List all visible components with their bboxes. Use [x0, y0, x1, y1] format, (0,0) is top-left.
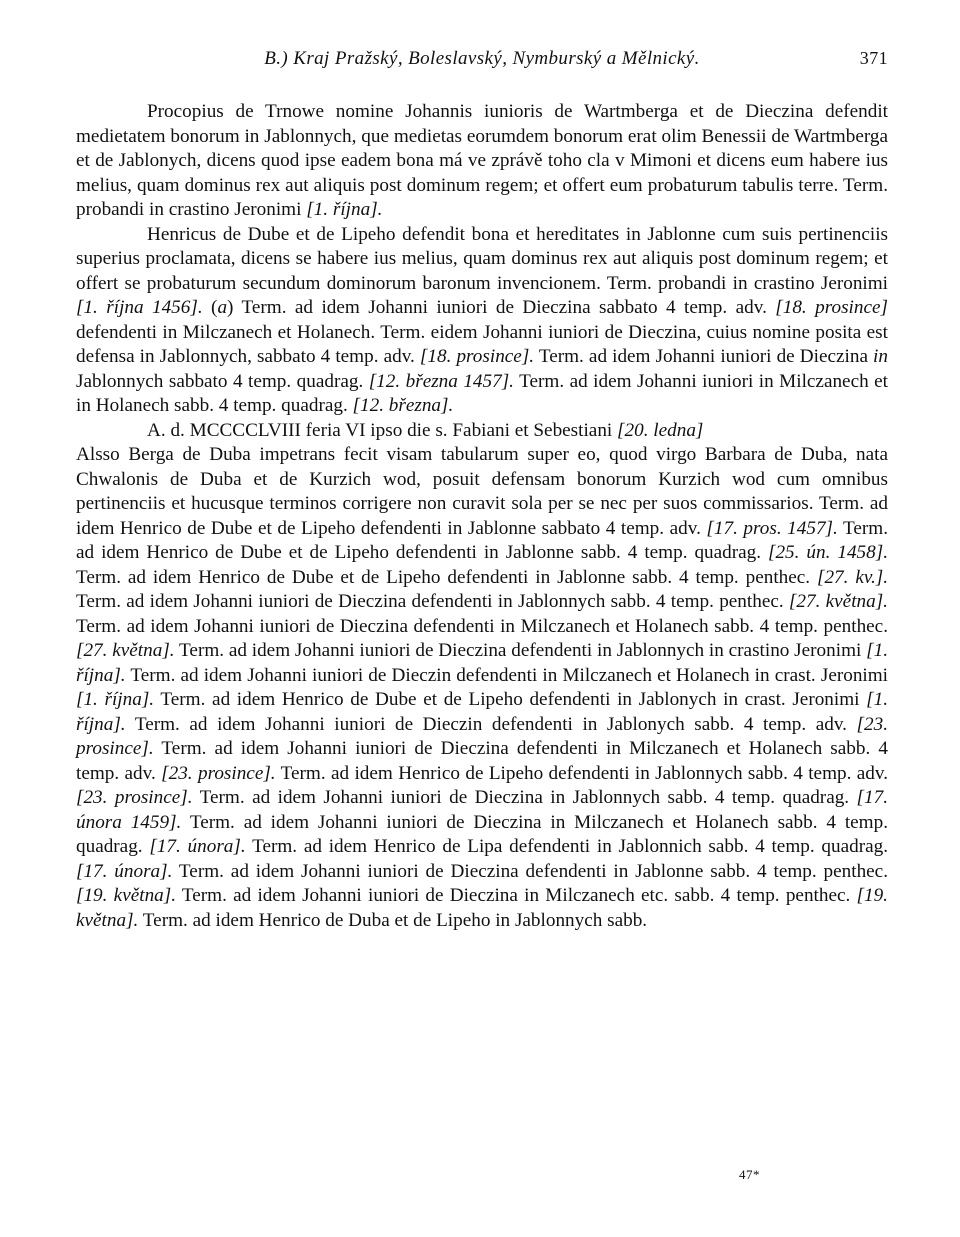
- text-segment: Term. ad idem Henrico de Dube et de Lipeho defendenti in Jablonne sabb. 4 temp. quadrag.: [76, 517, 888, 563]
- text-segment: Term. ad idem Johanni iuniori de Dieczina in Milczanech et Holanech sabb. 4 temp. quadrag.: [76, 811, 888, 857]
- italic-segment: [27. května].: [76, 640, 175, 661]
- text-segment: Term. ad idem Henrico de Lipeho defendenti in Jablonnych sabb. 4 temp. adv.: [275, 762, 888, 784]
- text-segment: Henricus de Dube et de Lipeho defendit bona et hereditates in Jablonne cum suis pertinenciis superius proclamata, dicens se habere ius melius, quam dominus rex aut aliquis post dominum regem; et offert se probaturum secundum dominorum baronum invencionem. Term. probandi in crastino Jeronimi: [76, 223, 888, 294]
- italic-segment: [18. prosince].: [419, 346, 535, 367]
- text-segment: ) Term. ad idem Johanni iuniori de Dieczina sabbato 4 temp. adv.: [227, 297, 776, 318]
- body-text: [76, 100, 888, 933]
- text-segment: Term. ad idem Johanni iuniori de Dieczina defendenti in Jablonne sabb. 4 temp. penthec.: [172, 860, 888, 882]
- text-segment: Procopius de Trnowe nomine Johannis iunioris de Wartmberga et de Dieczina defendit medietatem bonorum in Jablonnych, que medietas eorumdem bonorum erat olim Benessii de Wartmberga et de Jablonych, dicens quod ipse eadem bona má ve zprávě toho cla v Mimoni et dicens eum habere ius melius, quam dominus rex aut aliquis post dominum regem; et offert eum probaturum tabulis terre. Term. probandi in crastino Jeronimi: [76, 101, 888, 220]
- text-segment: (: [202, 297, 218, 318]
- page-number: 371: [859, 48, 888, 68]
- italic-segment: [17. února 1459].: [76, 787, 888, 833]
- text-segment: Term. ad idem Henrico de Lipa defendenti in Jablonnich sabb. 4 temp. quadrag.: [245, 836, 888, 857]
- paragraph: [76, 419, 888, 444]
- italic-segment: [20. ledna]: [617, 419, 704, 441]
- italic-segment: [12. března 1457].: [368, 370, 514, 392]
- text-segment: Term. ad idem Henrico de Dube et de Lipeho defendenti in Jablonych in crast. Jeronimi: [154, 689, 867, 710]
- text-segment: defendenti in Milczanech et Holanech. Term. eidem Johanni iuniori de Dieczina, cuius nomine posita est defensa in Jablonnych, sabbato 4 temp. adv.: [76, 321, 888, 367]
- paragraph: [76, 223, 888, 419]
- text-segment: Term. ad idem Johanni iuniori in Milczanech et in Holanech sabb. 4 temp. quadrag.: [76, 370, 888, 416]
- italic-segment: [12. března].: [352, 395, 454, 416]
- italic-segment: [17. února].: [149, 836, 246, 857]
- italic-segment: [27. května].: [788, 591, 888, 612]
- text-segment: Alsso Berga de Duba impetrans fecit visam tabularum super eo, quod virgo Barbara de Duba, nata Chwalonis de Duba et de Kurzich wod, posuit defensam bonorum Kurzich wod cum omnibus pertinenciis et hucusque terminos corrigere non curavit sola per se nec per suos commissarios. Term. ad idem Henrico de Dube et de Lipeho defendenti in Jablonne sabbato 4 temp. adv.: [76, 444, 888, 539]
- text-segment: Term. ad idem Johanni iuniori de Dieczina: [534, 346, 874, 367]
- paragraph: [76, 443, 888, 933]
- italic-segment: [1. října 1456].: [76, 297, 203, 318]
- italic-segment: [23. prosince].: [161, 762, 276, 784]
- text-segment: Term. ad idem Johanni iuniori de Dieczina defendenti in Jablonnych in crastino Jeronimi: [174, 640, 867, 661]
- italic-segment: [25. ún. 1458].: [768, 542, 888, 563]
- italic-segment: [1. října].: [76, 689, 888, 735]
- italic-segment: [1. října].: [76, 640, 888, 686]
- running-title: B.) Kraj Pražský, Boleslavský, Nymburský a Mělnický.: [264, 48, 700, 69]
- text-segment: Term. ad idem Johanni iuniori de Dieczin defendenti in Jablonych sabb. 4 temp. adv.: [125, 713, 857, 735]
- text-segment: Term. ad idem Johanni iuniori de Dieczina defendenti in Jablonnych sabb. 4 temp. penthec.: [76, 591, 789, 612]
- italic-segment: [18. prosince]: [775, 297, 888, 318]
- italic-segment: [19. května].: [76, 885, 177, 906]
- italic-segment: [17. února].: [76, 860, 173, 882]
- italic-segment: [27. kv.].: [816, 566, 889, 588]
- text-segment: Term. ad idem Johanni iuniori de Dieczina defendenti in Milczanech et Holanech sabb. 4 temp. penthec.: [76, 615, 888, 637]
- italic-segment: [19. května].: [76, 885, 888, 931]
- italic-segment: a: [217, 297, 228, 318]
- text-segment: Term. ad idem Johanni iuniori de Dieczina defendenti in Milczanech et Holanech sabb. 4 temp. adv.: [76, 738, 888, 784]
- text-segment: Term. ad idem Johanni iuniori de Dieczin defendenti in Milczanech et Holanech in crast. Jeronimi: [125, 664, 888, 686]
- text-segment: Jablonnych sabbato 4 temp. quadrag.: [76, 370, 369, 392]
- document-page: [76, 48, 888, 933]
- italic-segment: in: [873, 346, 888, 367]
- italic-segment: [17. pros. 1457].: [706, 517, 838, 539]
- italic-segment: [1. října].: [306, 199, 383, 220]
- text-segment: Term. ad idem Henrico de Duba et de Lipeho in Jablonnych sabb.: [138, 909, 648, 931]
- text-segment: A. d. MCCCCLVIII feria VI ipso die s. Fabiani et Sebestiani: [147, 419, 618, 441]
- italic-segment: [23. prosince].: [76, 713, 888, 759]
- text-segment: Term. ad idem Henrico de Dube et de Lipeho defendenti in Jablonne sabb. 4 temp. penthec.: [76, 566, 817, 588]
- running-header: [76, 48, 888, 78]
- text-segment: Term. ad idem Johanni iuniori de Dieczina in Milczanech etc. sabb. 4 temp. penthec.: [176, 885, 857, 906]
- italic-segment: [23. prosince].: [76, 787, 193, 808]
- italic-segment: [1. října].: [76, 689, 155, 710]
- signature-mark: 47*: [739, 1167, 760, 1182]
- text-segment: Term. ad idem Johanni iuniori de Dieczina in Jablonnych sabb. 4 temp. quadrag.: [192, 787, 857, 808]
- paragraph: [76, 100, 888, 223]
